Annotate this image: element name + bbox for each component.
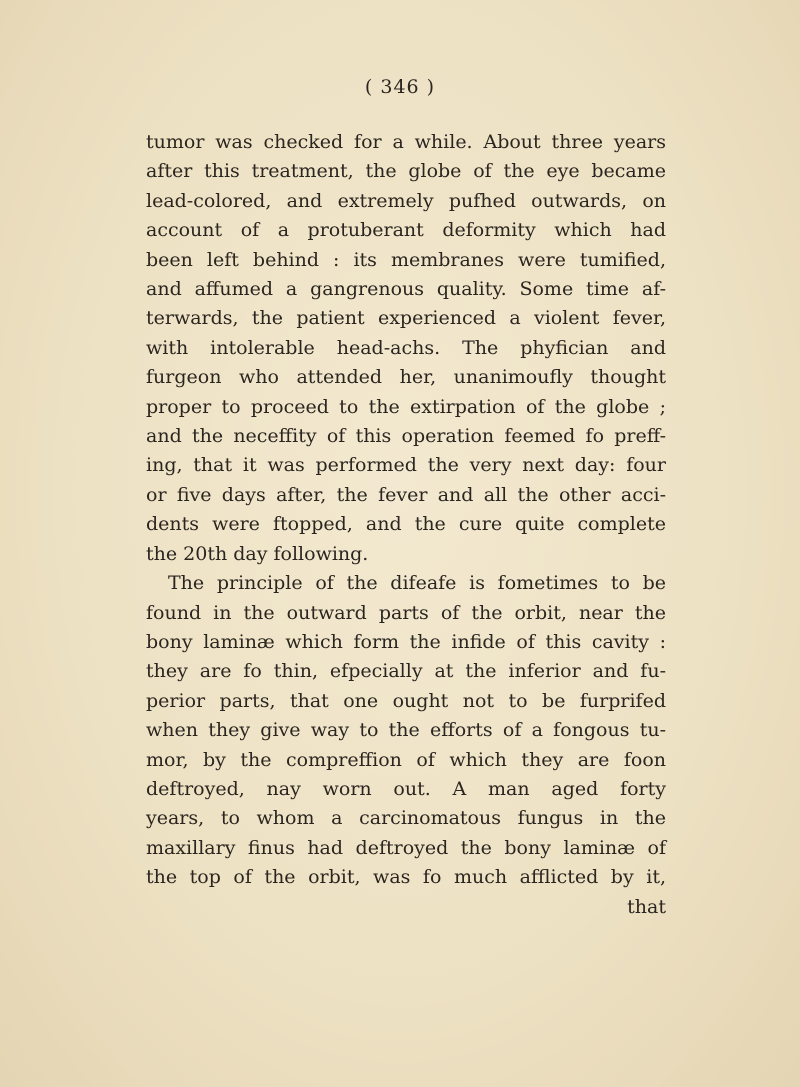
text-line: years, to whom a carcinomatous fungus in the — [146, 807, 666, 830]
page-number: ( 346 ) — [364, 76, 436, 98]
text-line: found in the outward parts of the orbit, near the — [146, 601, 666, 624]
text-line: deftroyed, nay worn out. A man aged forty — [146, 777, 666, 800]
text-line: bony laminæ which form the infide of this cavity : — [146, 630, 666, 653]
text-line: mor, by the compreffion of which they are foon — [146, 748, 666, 771]
text-line: maxillary finus had deftroyed the bony laminæ of — [146, 836, 666, 859]
text-line: account of a protuberant deformity which had — [146, 219, 666, 242]
text-line: tumor was checked for a while. About three years — [146, 131, 666, 153]
text-line: the 20th day following. — [146, 542, 369, 565]
text-line: and affumed a gangrenous quality. Some time af- — [146, 278, 666, 301]
text-line: after this treatment, the globe of the eye became — [146, 160, 666, 183]
text-line: or five days after, the fever and all the other acci- — [146, 483, 666, 506]
text-line: dents were ftopped, and the cure quite complete — [146, 513, 666, 536]
text-line: been left behind : its membranes were tumified, — [146, 248, 666, 271]
text-line: lead-colored, and extremely pufhed outwards, on — [146, 189, 666, 212]
text-line: furgeon who attended her, unanimoufly thought — [146, 366, 666, 389]
text-line: The principle of the difeafe is fometimes to be — [168, 572, 666, 595]
text-line: ing, that it was performed the very next day: four — [146, 454, 666, 477]
text-line: terwards, the patient experienced a violent fever, — [146, 307, 666, 330]
text-line: with intolerable head-achs. The phyfician and — [146, 336, 666, 359]
text-line: when they give way to the efforts of a fongous tu- — [146, 719, 666, 742]
body-text — [146, 128, 666, 922]
catchword: that — [627, 895, 666, 918]
text-line: they are fo thin, efpecially at the inferior and fu- — [146, 660, 666, 683]
text-line: and the neceffity of this operation feemed fo preff- — [146, 425, 666, 448]
text-line: proper to proceed to the extirpation of the globe ; — [146, 395, 666, 418]
text-line: the top of the orbit, was fo much afflicted by it, — [146, 866, 666, 889]
text-line: perior parts, that one ought not to be furprifed — [146, 689, 666, 712]
